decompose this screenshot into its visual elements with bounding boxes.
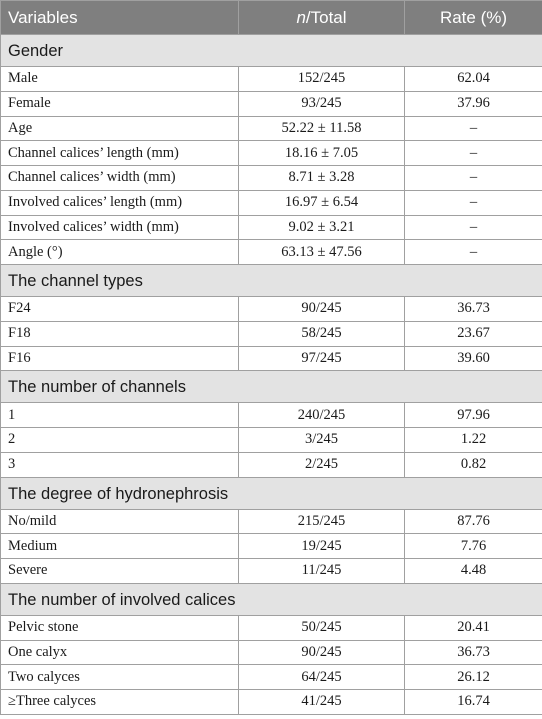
variable-cell: Age [1,116,239,141]
header-n-italic: n [296,7,306,27]
table-row [1,166,542,191]
n-total-cell: 2/245 [239,452,405,477]
table-row [1,534,542,559]
n-total-cell: 18.16 ± 7.05 [239,141,405,166]
table-row [1,452,542,477]
n-total-cell: 3/245 [239,428,405,453]
n-total-cell: 97/245 [239,346,405,371]
variable-cell: 2 [1,428,239,453]
rate-cell: 4.48 [405,559,542,584]
n-total-cell: 8.71 ± 3.28 [239,166,405,191]
variable-cell: Medium [1,534,239,559]
table-row [1,403,542,428]
rate-cell: – [405,116,542,141]
n-total-cell: 63.13 ± 47.56 [239,240,405,265]
table-body [1,35,542,715]
n-total-cell: 16.97 ± 6.54 [239,190,405,215]
variable-cell: Two calyces [1,665,239,690]
table-row [1,559,542,584]
table-row [1,240,542,265]
section-row [1,371,542,403]
n-total-cell: 9.02 ± 3.21 [239,215,405,240]
rate-cell: 37.96 [405,91,542,116]
rate-cell: 23.67 [405,321,542,346]
rate-cell: 97.96 [405,403,542,428]
rate-cell: 16.74 [405,690,542,715]
section-label: The channel types [1,265,542,297]
section-row [1,265,542,297]
section-row [1,477,542,509]
table-row [1,615,542,640]
variable-cell: Female [1,91,239,116]
variable-cell: Angle (°) [1,240,239,265]
section-row [1,583,542,615]
rate-cell: – [405,141,542,166]
n-total-cell: 64/245 [239,665,405,690]
n-total-cell: 11/245 [239,559,405,584]
rate-cell: 36.73 [405,640,542,665]
variable-cell: Channel calices’ width (mm) [1,166,239,191]
variable-cell: ≥Three calyces [1,690,239,715]
rate-cell: 7.76 [405,534,542,559]
table-header-row [1,1,542,35]
variable-cell: Involved calices’ length (mm) [1,190,239,215]
table-row [1,141,542,166]
section-label: The degree of hydronephrosis [1,477,542,509]
section-row [1,35,542,67]
header-rate: Rate (%) [405,1,542,35]
table-row [1,215,542,240]
header-variables: Variables [1,1,239,35]
rate-cell: 62.04 [405,67,542,92]
section-label: Gender [1,35,542,67]
table-row [1,91,542,116]
table-row [1,116,542,141]
table-row [1,297,542,322]
n-total-cell: 58/245 [239,321,405,346]
rate-cell: 20.41 [405,615,542,640]
variable-cell: F24 [1,297,239,322]
table-row [1,346,542,371]
n-total-cell: 41/245 [239,690,405,715]
rate-cell: – [405,190,542,215]
rate-cell: 36.73 [405,297,542,322]
variable-cell: F18 [1,321,239,346]
section-label: The number of channels [1,371,542,403]
n-total-cell: 240/245 [239,403,405,428]
variable-cell: 3 [1,452,239,477]
n-total-cell: 19/245 [239,534,405,559]
variable-cell: One calyx [1,640,239,665]
n-total-cell: 90/245 [239,640,405,665]
variable-cell: Male [1,67,239,92]
variable-cell: Severe [1,559,239,584]
table-row [1,640,542,665]
n-total-cell: 50/245 [239,615,405,640]
rate-cell: 87.76 [405,509,542,534]
header-n-total [239,1,405,35]
rate-cell: – [405,166,542,191]
rate-cell: – [405,240,542,265]
n-total-cell: 52.22 ± 11.58 [239,116,405,141]
rate-cell: 0.82 [405,452,542,477]
table-row [1,67,542,92]
table-row [1,690,542,715]
table-row [1,665,542,690]
variable-cell: Pelvic stone [1,615,239,640]
n-total-cell: 152/245 [239,67,405,92]
table-row [1,428,542,453]
variable-cell: No/mild [1,509,239,534]
variable-cell: Involved calices’ width (mm) [1,215,239,240]
table-row [1,509,542,534]
rate-cell: – [405,215,542,240]
rate-cell: 39.60 [405,346,542,371]
n-total-cell: 90/245 [239,297,405,322]
variable-cell: 1 [1,403,239,428]
section-label: The number of involved calices [1,583,542,615]
variable-cell: F16 [1,346,239,371]
n-total-cell: 93/245 [239,91,405,116]
table-row [1,190,542,215]
rate-cell: 1.22 [405,428,542,453]
n-total-cell: 215/245 [239,509,405,534]
table-row [1,321,542,346]
rate-cell: 26.12 [405,665,542,690]
variable-cell: Channel calices’ length (mm) [1,141,239,166]
header-total-text: /Total [305,7,347,27]
